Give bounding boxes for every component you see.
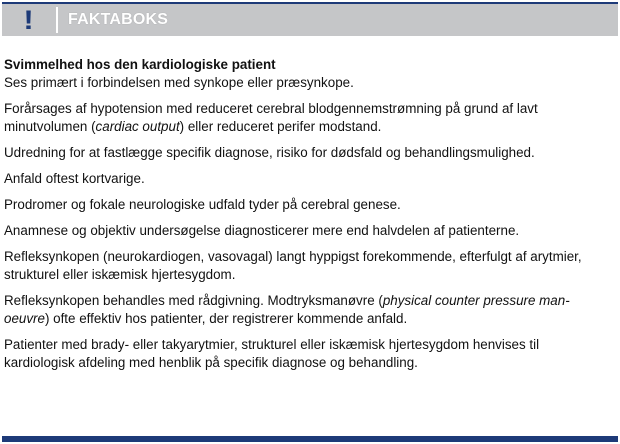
exclamation-icon: !: [22, 4, 34, 35]
paragraph-cause-emphasis: cardiac output: [95, 119, 180, 134]
paragraph-cause: [4, 100, 612, 136]
exclamation-badge: [2, 4, 54, 36]
header-divider: [56, 7, 58, 33]
paragraph-workup: Udredning for at fastlægge specifik diagnose, risiko for dødsfald og behandlingsmulighed.: [4, 145, 535, 160]
paragraph-duration: Anfald oftest kortvarige.: [4, 171, 145, 186]
paragraph-referral: Patienter med brady- eller takyarytmier, strukturel eller iskæmisk hjertesygdom henvises til kardiologisk afdeling med henblik på specifik diagnose og behandling.: [4, 337, 540, 370]
paragraph-treatment-text-a: Refleksynkopen behandles med rådgivning. Modtryksmanøvre (: [4, 293, 383, 308]
bottom-accent-bar: [2, 436, 618, 442]
paragraph-cause-text-a: Forårsages af hypotension med reduceret cerebral blodgennemstrømning på grund af lavt minutvolumen (: [4, 101, 538, 134]
section-heading: Svimmelhed hos den kardiologiske patient: [4, 57, 276, 72]
paragraph-cause-text-b: ) eller reduceret perifer modstand.: [179, 119, 382, 134]
paragraph-treatment-emphasis: physical counter pressure man-oeuvre: [4, 293, 570, 326]
paragraph-treatment-text-b: ) ofte effektiv hos patienter, der registrerer kommende anfald.: [44, 311, 408, 326]
fact-box-content: [4, 56, 612, 380]
fact-box-header: [2, 2, 618, 36]
paragraph-anamnesis: Anamnese og objektiv undersøgelse diagnosticerer mere end halvdelen af patienterne.: [4, 223, 520, 238]
fact-box-title: FAKTABOKS: [68, 11, 169, 28]
paragraph-intro: Ses primært i forbindelsen med synkope eller præsynkope.: [4, 75, 354, 90]
paragraph-prodromes: Prodromer og fokale neurologiske udfald tyder på cerebral genese.: [4, 197, 401, 212]
paragraph-reflex-syncope: Refleksynkopen (neurokardiogen, vasovagal) langt hyppigst forekommende, efterfulgt af arytmier, strukturel eller iskæmisk hjertesygdom.: [4, 249, 582, 282]
paragraph-treatment: [4, 292, 612, 328]
